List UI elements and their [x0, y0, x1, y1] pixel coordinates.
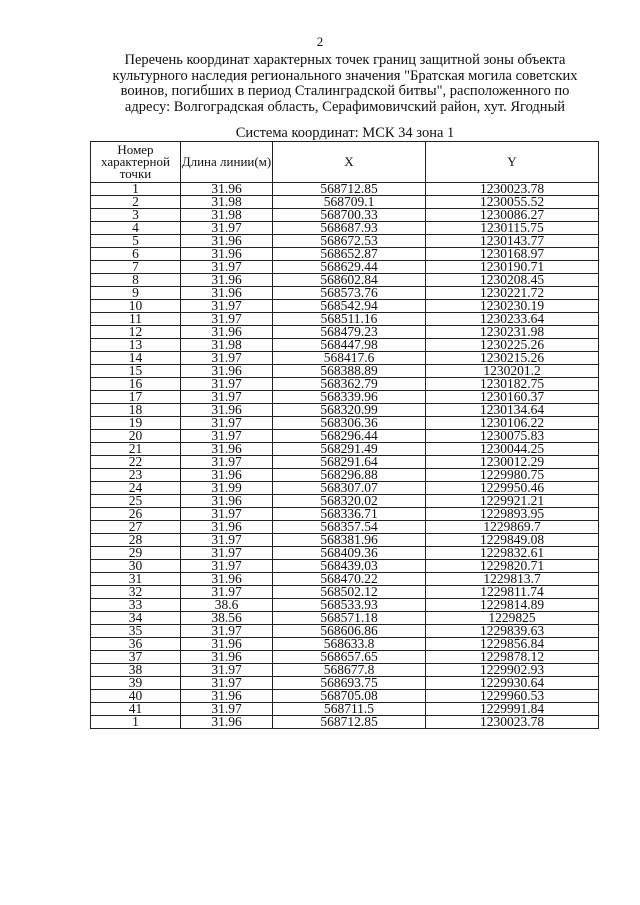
table-row: [91, 456, 599, 469]
cell-y: 1229856.84: [426, 638, 599, 651]
cell-point-number: 38: [91, 664, 181, 677]
cell-point-number: 28: [91, 534, 181, 547]
cell-y: 1229930.64: [426, 677, 599, 690]
cell-line-length: 31.97: [181, 391, 273, 404]
cell-point-number: 20: [91, 430, 181, 443]
table-row: [91, 235, 599, 248]
table-row: [91, 404, 599, 417]
cell-line-length: 31.97: [181, 261, 273, 274]
cell-y: 1230225.26: [426, 339, 599, 352]
cell-point-number: 1: [91, 716, 181, 729]
cell-line-length: 31.97: [181, 417, 273, 430]
cell-point-number: 13: [91, 339, 181, 352]
cell-line-length: 31.97: [181, 534, 273, 547]
cell-point-number: 8: [91, 274, 181, 287]
cell-x: 568712.85: [273, 716, 426, 729]
cell-x: 568571.18: [273, 612, 426, 625]
cell-y: 1230044.25: [426, 443, 599, 456]
cell-point-number: 35: [91, 625, 181, 638]
cell-point-number: 7: [91, 261, 181, 274]
cell-line-length: 31.97: [181, 664, 273, 677]
table-row: [91, 664, 599, 677]
cell-y: 1229980.75: [426, 469, 599, 482]
cell-point-number: 26: [91, 508, 181, 521]
cell-line-length: 31.97: [181, 222, 273, 235]
cell-point-number: 34: [91, 612, 181, 625]
cell-point-number: 15: [91, 365, 181, 378]
cell-line-length: 31.97: [181, 508, 273, 521]
header-line-length: Длина линии(м): [181, 142, 273, 183]
title-line: воинов, погибших в период Сталинградской битвы", расположенного по: [120, 83, 570, 99]
cell-y: 1229813.7: [426, 573, 599, 586]
table-row: [91, 612, 599, 625]
cell-x: 568291.49: [273, 443, 426, 456]
cell-point-number: 2: [91, 196, 181, 209]
table-row: [91, 495, 599, 508]
cell-x: 568417.6: [273, 352, 426, 365]
cell-point-number: 39: [91, 677, 181, 690]
cell-line-length: 31.96: [181, 521, 273, 534]
cell-y: 1229825: [426, 612, 599, 625]
cell-y: 1230208.45: [426, 274, 599, 287]
table-row: [91, 287, 599, 300]
table-row: [91, 573, 599, 586]
cell-point-number: 40: [91, 690, 181, 703]
cell-x: 568602.84: [273, 274, 426, 287]
cell-line-length: 31.96: [181, 690, 273, 703]
table-row: [91, 625, 599, 638]
table-row: [91, 534, 599, 547]
cell-point-number: 10: [91, 300, 181, 313]
table-row: [91, 313, 599, 326]
table-row: [91, 638, 599, 651]
cell-y: 1229869.7: [426, 521, 599, 534]
table-row: [91, 274, 599, 287]
cell-x: 568511.16: [273, 313, 426, 326]
cell-x: 568296.88: [273, 469, 426, 482]
cell-x: 568657.65: [273, 651, 426, 664]
cell-x: 568336.71: [273, 508, 426, 521]
cell-x: 568672.53: [273, 235, 426, 248]
cell-line-length: 31.97: [181, 352, 273, 365]
cell-line-length: 38.6: [181, 599, 273, 612]
table-row: [91, 183, 599, 196]
header-point-number: Номер характерной точки: [91, 142, 181, 183]
cell-x: 568652.87: [273, 248, 426, 261]
cell-point-number: 4: [91, 222, 181, 235]
cell-point-number: 1: [91, 183, 181, 196]
cell-point-number: 14: [91, 352, 181, 365]
cell-point-number: 30: [91, 560, 181, 573]
cell-y: 1230075.83: [426, 430, 599, 443]
cell-x: 568502.12: [273, 586, 426, 599]
cell-point-number: 17: [91, 391, 181, 404]
cell-line-length: 31.99: [181, 482, 273, 495]
cell-line-length: 31.96: [181, 274, 273, 287]
cell-line-length: 38.56: [181, 612, 273, 625]
table-row: [91, 521, 599, 534]
cell-x: 568693.75: [273, 677, 426, 690]
cell-line-length: 31.96: [181, 287, 273, 300]
coordinates-table: [90, 141, 599, 729]
cell-point-number: 41: [91, 703, 181, 716]
table-header-row: [91, 142, 599, 183]
table-row: [91, 651, 599, 664]
cell-point-number: 25: [91, 495, 181, 508]
cell-x: 568629.44: [273, 261, 426, 274]
cell-y: 1230182.75: [426, 378, 599, 391]
cell-y: 1229811.74: [426, 586, 599, 599]
table-row: [91, 469, 599, 482]
header-x: X: [273, 142, 426, 183]
table-row: [91, 300, 599, 313]
table-row: [91, 586, 599, 599]
cell-x: 568296.44: [273, 430, 426, 443]
cell-y: 1229814.89: [426, 599, 599, 612]
cell-y: 1230055.52: [426, 196, 599, 209]
cell-x: 568339.96: [273, 391, 426, 404]
cell-line-length: 31.96: [181, 638, 273, 651]
title-line: культурного наследия регионального значения "Братская могила советских: [112, 67, 578, 84]
cell-line-length: 31.96: [181, 365, 273, 378]
cell-point-number: 21: [91, 443, 181, 456]
table-row: [91, 430, 599, 443]
table-row: [91, 326, 599, 339]
table-row: [91, 690, 599, 703]
table-row: [91, 222, 599, 235]
cell-point-number: 31: [91, 573, 181, 586]
cell-y: 1229849.08: [426, 534, 599, 547]
cell-y: 1229950.46: [426, 482, 599, 495]
table-row: [91, 248, 599, 261]
cell-x: 568606.86: [273, 625, 426, 638]
cell-y: 1230230.19: [426, 300, 599, 313]
cell-y: 1230012.29: [426, 456, 599, 469]
cell-point-number: 22: [91, 456, 181, 469]
cell-point-number: 29: [91, 547, 181, 560]
cell-point-number: 16: [91, 378, 181, 391]
title-line: Перечень координат характерных точек границ защитной зоны объекта: [124, 52, 566, 68]
cell-line-length: 31.97: [181, 378, 273, 391]
cell-line-length: 31.97: [181, 313, 273, 326]
cell-y: 1229820.71: [426, 560, 599, 573]
cell-y: 1230086.27: [426, 209, 599, 222]
cell-y: 1229832.61: [426, 547, 599, 560]
cell-point-number: 24: [91, 482, 181, 495]
cell-y: 1230134.64: [426, 404, 599, 417]
cell-line-length: 31.96: [181, 573, 273, 586]
cell-x: 568409.36: [273, 547, 426, 560]
cell-x: 568447.98: [273, 339, 426, 352]
cell-x: 568542.94: [273, 300, 426, 313]
cell-y: 1230201.2: [426, 365, 599, 378]
cell-line-length: 31.98: [181, 339, 273, 352]
cell-x: 568381.96: [273, 534, 426, 547]
cell-x: 568677.8: [273, 664, 426, 677]
table-row: [91, 703, 599, 716]
cell-x: 568687.93: [273, 222, 426, 235]
table-row: [91, 443, 599, 456]
cell-x: 568307.07: [273, 482, 426, 495]
cell-x: 568388.89: [273, 365, 426, 378]
table-row: [91, 417, 599, 430]
cell-point-number: 9: [91, 287, 181, 300]
cell-y: 1229839.63: [426, 625, 599, 638]
cell-line-length: 31.97: [181, 586, 273, 599]
cell-line-length: 31.97: [181, 547, 273, 560]
table-row: [91, 339, 599, 352]
cell-point-number: 37: [91, 651, 181, 664]
cell-y: 1230190.71: [426, 261, 599, 274]
cell-point-number: 11: [91, 313, 181, 326]
cell-y: 1230168.97: [426, 248, 599, 261]
cell-point-number: 32: [91, 586, 181, 599]
cell-x: 568362.79: [273, 378, 426, 391]
cell-point-number: 27: [91, 521, 181, 534]
table-row: [91, 677, 599, 690]
cell-y: 1230215.26: [426, 352, 599, 365]
cell-line-length: 31.96: [181, 404, 273, 417]
cell-x: 568533.93: [273, 599, 426, 612]
cell-y: 1229878.12: [426, 651, 599, 664]
table-row: [91, 547, 599, 560]
cell-line-length: 31.96: [181, 469, 273, 482]
table-row: [91, 365, 599, 378]
cell-point-number: 5: [91, 235, 181, 248]
coordinate-system-label: Система координат: МСК 34 зона 1: [235, 125, 455, 141]
table-row: [91, 391, 599, 404]
table-row: [91, 209, 599, 222]
cell-x: 568357.54: [273, 521, 426, 534]
table-row: [91, 352, 599, 365]
table-row: [91, 378, 599, 391]
document-title: [90, 53, 600, 115]
cell-y: 1229991.84: [426, 703, 599, 716]
cell-line-length: 31.96: [181, 326, 273, 339]
cell-line-length: 31.96: [181, 651, 273, 664]
cell-point-number: 23: [91, 469, 181, 482]
cell-y: 1230160.37: [426, 391, 599, 404]
cell-point-number: 12: [91, 326, 181, 339]
table-row: [91, 560, 599, 573]
cell-point-number: 36: [91, 638, 181, 651]
cell-y: 1230115.75: [426, 222, 599, 235]
cell-x: 568479.23: [273, 326, 426, 339]
cell-x: 568633.8: [273, 638, 426, 651]
cell-x: 568573.76: [273, 287, 426, 300]
cell-y: 1229960.53: [426, 690, 599, 703]
cell-line-length: 31.97: [181, 456, 273, 469]
header-y: Y: [426, 142, 599, 183]
title-line: адресу: Волгоградская область, Серафимовичский район, хут. Ягодный: [124, 98, 566, 115]
cell-y: 1230233.64: [426, 313, 599, 326]
cell-line-length: 31.97: [181, 430, 273, 443]
cell-line-length: 31.97: [181, 560, 273, 573]
cell-x: 568709.1: [273, 196, 426, 209]
cell-point-number: 18: [91, 404, 181, 417]
cell-point-number: 6: [91, 248, 181, 261]
cell-x: 568470.22: [273, 573, 426, 586]
cell-line-length: 31.96: [181, 183, 273, 196]
cell-line-length: 31.97: [181, 677, 273, 690]
cell-line-length: 31.96: [181, 235, 273, 248]
table-row: [91, 716, 599, 729]
table-row: [91, 261, 599, 274]
cell-y: 1230023.78: [426, 716, 599, 729]
cell-y: 1230231.98: [426, 326, 599, 339]
cell-line-length: 31.97: [181, 703, 273, 716]
cell-x: 568306.36: [273, 417, 426, 430]
cell-y: 1229902.93: [426, 664, 599, 677]
page-number: 2: [316, 34, 324, 49]
cell-line-length: 31.98: [181, 196, 273, 209]
cell-y: 1230023.78: [426, 183, 599, 196]
cell-line-length: 31.97: [181, 300, 273, 313]
table-row: [91, 508, 599, 521]
cell-y: 1229893.95: [426, 508, 599, 521]
cell-x: 568700.33: [273, 209, 426, 222]
cell-y: 1230143.77: [426, 235, 599, 248]
cell-y: 1230106.22: [426, 417, 599, 430]
cell-x: 568711.5: [273, 703, 426, 716]
cell-line-length: 31.96: [181, 443, 273, 456]
cell-line-length: 31.96: [181, 495, 273, 508]
cell-x: 568320.99: [273, 404, 426, 417]
table-row: [91, 599, 599, 612]
table-row: [91, 196, 599, 209]
cell-point-number: 33: [91, 599, 181, 612]
cell-y: 1229921.21: [426, 495, 599, 508]
cell-x: 568439.03: [273, 560, 426, 573]
cell-point-number: 19: [91, 417, 181, 430]
cell-line-length: 31.96: [181, 716, 273, 729]
cell-x: 568712.85: [273, 183, 426, 196]
cell-x: 568705.08: [273, 690, 426, 703]
table-body: [91, 183, 599, 729]
cell-line-length: 31.98: [181, 209, 273, 222]
cell-x: 568291.64: [273, 456, 426, 469]
table-row: [91, 482, 599, 495]
cell-point-number: 3: [91, 209, 181, 222]
cell-x: 568320.02: [273, 495, 426, 508]
cell-y: 1230221.72: [426, 287, 599, 300]
cell-line-length: 31.97: [181, 625, 273, 638]
cell-line-length: 31.96: [181, 248, 273, 261]
